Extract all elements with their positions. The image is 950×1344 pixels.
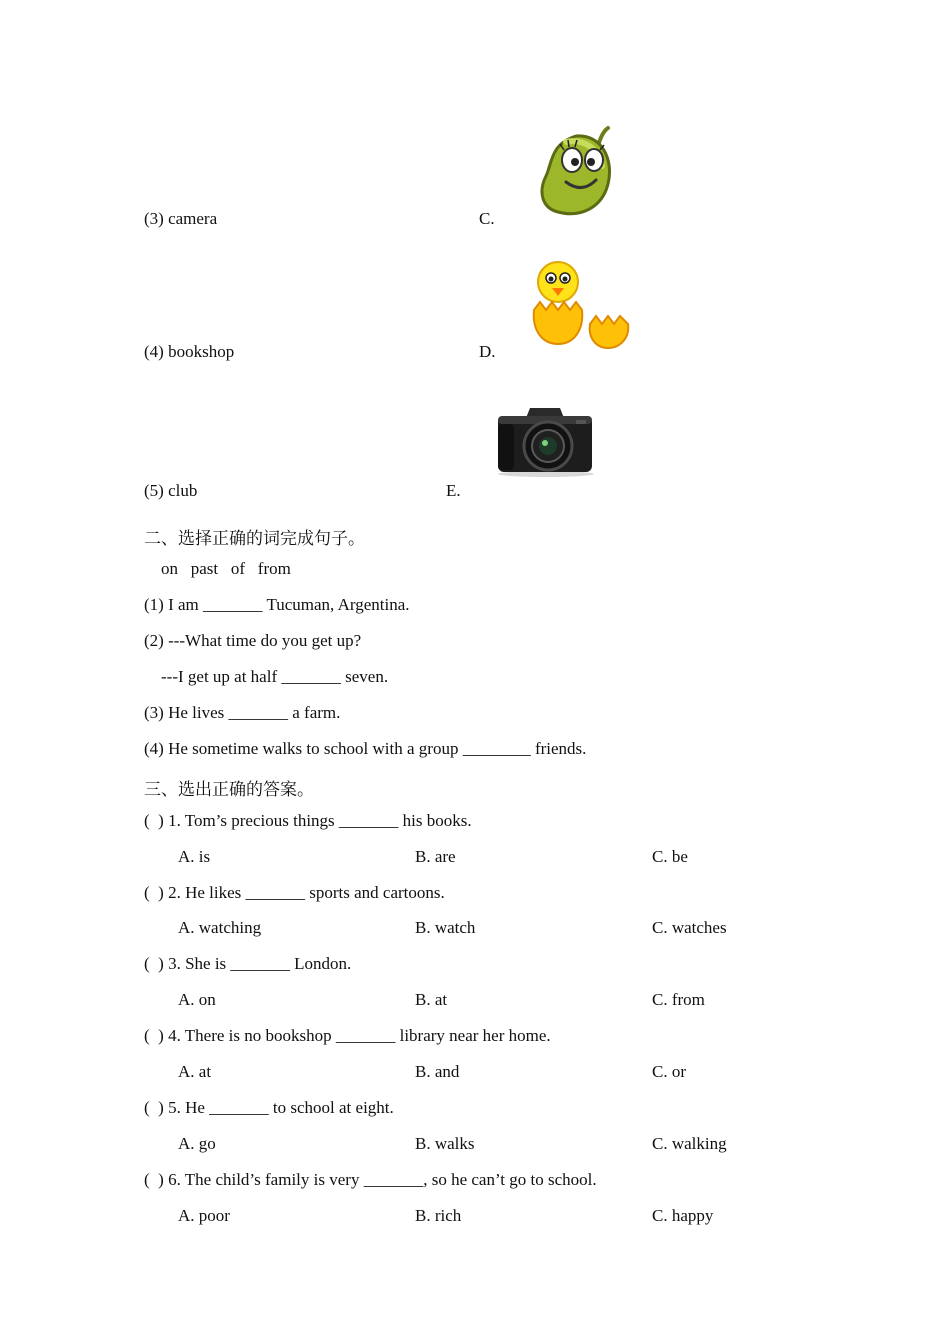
option-c: C. or <box>652 1062 686 1081</box>
option-c: C. happy <box>652 1206 714 1225</box>
mango-icon <box>536 124 616 218</box>
s2-item-3: (3) He lives _______ a farm. <box>144 703 341 722</box>
section3-heading: 三、选出正确的答案。 <box>144 780 314 799</box>
option-c: C. watches <box>652 918 727 937</box>
option-a: A. poor <box>178 1206 230 1225</box>
match-word-5: (5) club <box>144 481 198 500</box>
match-word-3: (3) camera <box>144 209 218 228</box>
question-stem: ( ) 1. Tom’s precious things _______ his books. <box>144 811 472 830</box>
option-c: C. be <box>652 847 688 866</box>
option-a: A. is <box>178 847 211 866</box>
question-stem: ( ) 3. She is _______ London. <box>144 954 352 973</box>
option-b: B. watch <box>415 918 476 937</box>
section2-heading: 二、选择正确的词完成句子。 <box>144 529 365 548</box>
option-b: B. rich <box>415 1206 462 1225</box>
option-c: C. from <box>652 990 705 1009</box>
option-b: B. at <box>415 990 448 1009</box>
option-b: B. and <box>415 1062 460 1081</box>
s2-item-4: (4) He sometime walks to school with a group ________ friends. <box>144 739 587 758</box>
question-stem: ( ) 5. He _______ to school at eight. <box>144 1098 394 1117</box>
question-stem: ( ) 4. There is no bookshop _______ library near her home. <box>144 1026 551 1045</box>
option-c: C. walking <box>652 1134 727 1153</box>
match-letter-c: C. <box>479 209 495 228</box>
question-stem: ( ) 2. He likes _______ sports and cartoons. <box>144 883 445 902</box>
s2-item-1: (1) I am _______ Tucuman, Argentina. <box>144 595 410 614</box>
match-letter-d: D. <box>479 342 496 361</box>
chick-icon <box>528 258 634 350</box>
s2-item-2-answer: ---I get up at half _______ seven. <box>161 667 389 686</box>
question-stem: ( ) 6. The child’s family is very _______, so he can’t go to school. <box>144 1170 597 1189</box>
match-letter-e: E. <box>446 481 461 500</box>
word-bank: on past of from <box>161 559 291 578</box>
option-a: A. at <box>178 1062 212 1081</box>
option-a: A. on <box>178 990 216 1009</box>
camera-icon <box>494 402 600 478</box>
match-word-4: (4) bookshop <box>144 342 235 361</box>
option-b: B. are <box>415 847 456 866</box>
option-b: B. walks <box>415 1134 475 1153</box>
option-a: A. go <box>178 1134 216 1153</box>
option-a: A. watching <box>178 918 262 937</box>
s2-item-2: (2) ---What time do you get up? <box>144 631 362 650</box>
